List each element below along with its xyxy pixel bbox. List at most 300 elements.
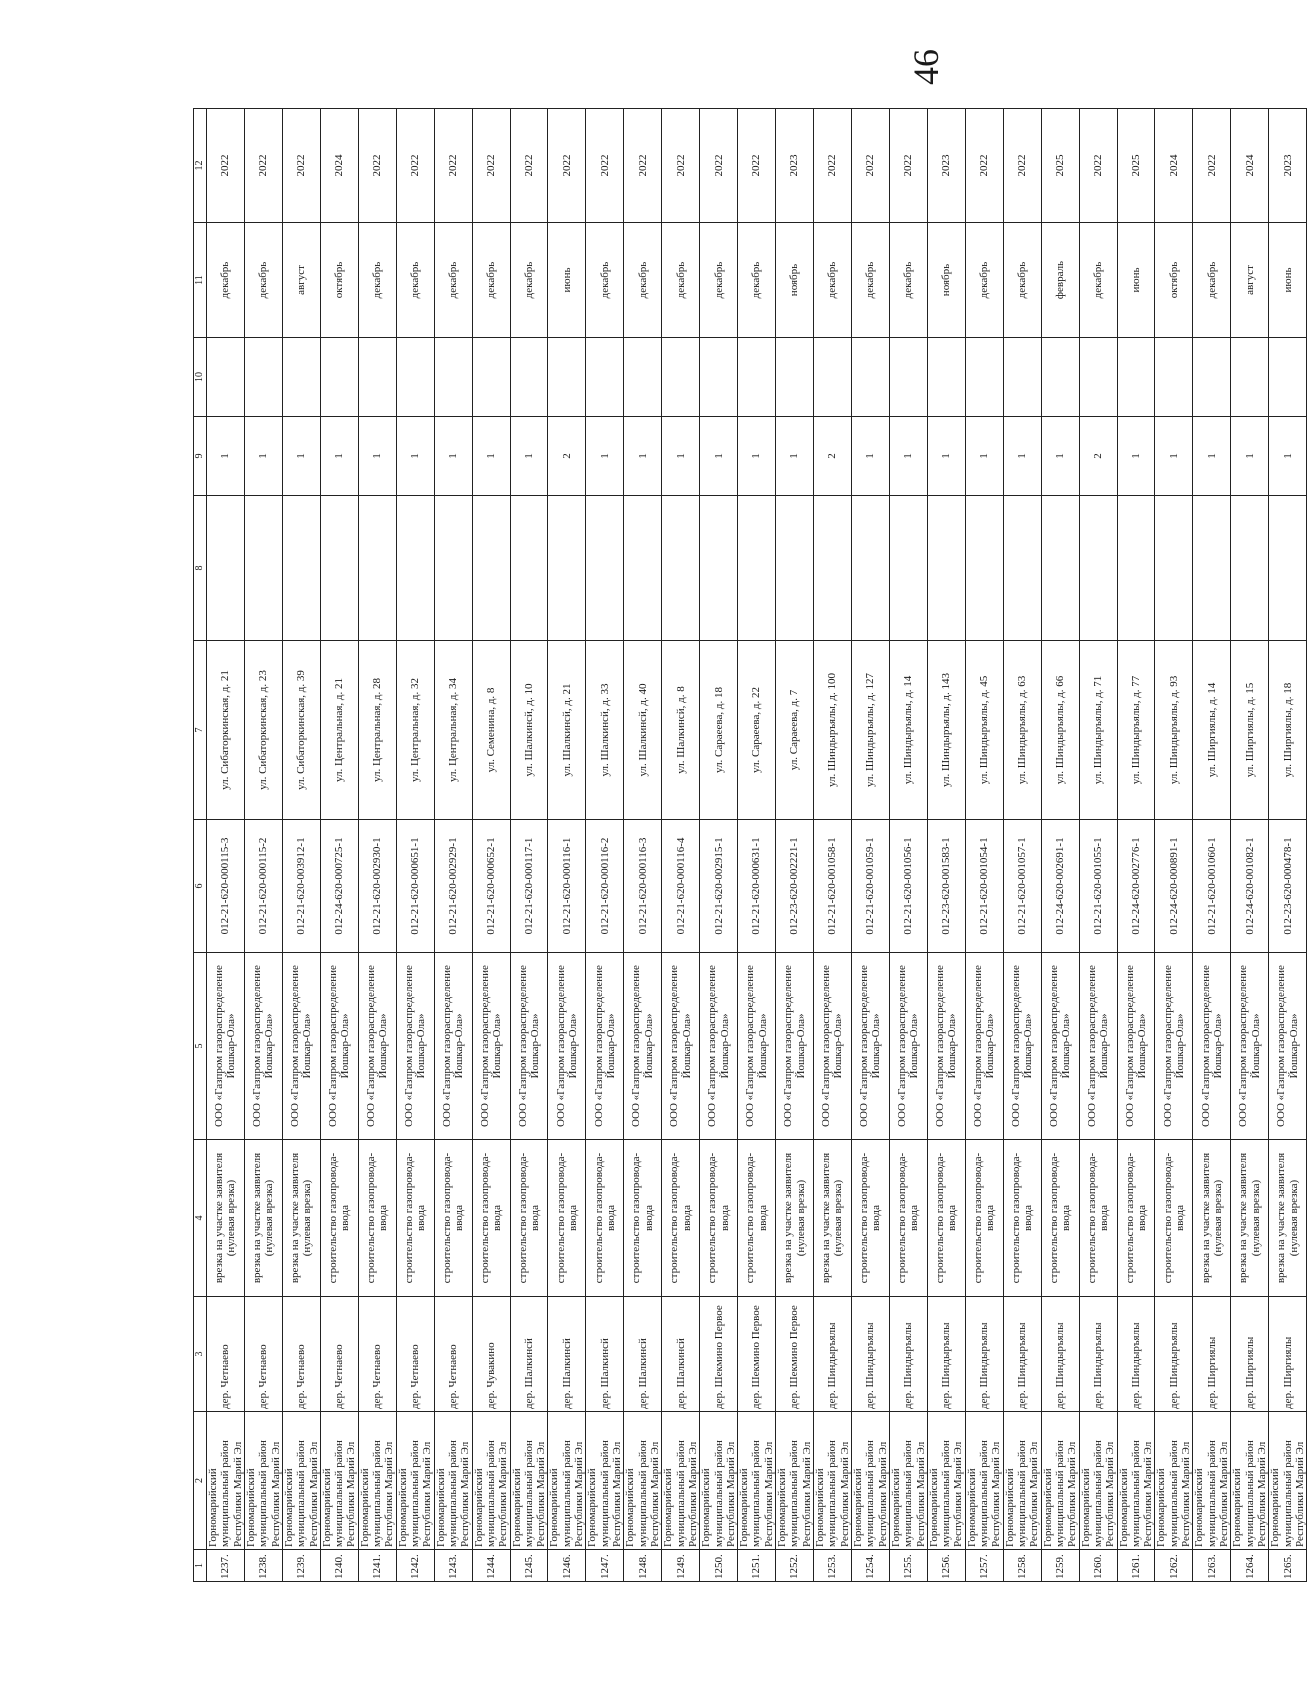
year-cell: 2022 (662, 109, 700, 223)
work-type-cell: врезка на участке заявителя (нулевая врезка) (207, 1140, 245, 1297)
year-cell: 2022 (282, 109, 320, 223)
application-code-cell: 012-21-620-003912-1 (282, 820, 320, 953)
count-cell: 1 (700, 417, 738, 496)
table-row (434, 109, 472, 1582)
district-cell: Горномарийский муниципальный район Республики Марий Эл (320, 1412, 358, 1550)
table-row (1269, 109, 1307, 1582)
row-number: 1262. (1155, 1550, 1193, 1582)
column-10-cell (207, 338, 245, 417)
count-cell: 1 (738, 417, 776, 496)
application-code-cell: 012-21-620-000116-4 (662, 820, 700, 953)
organization-cell: ООО «Газпром газораспределение Йошкар-Ола» (586, 953, 624, 1140)
village-cell: дер. Шиндыръялы (851, 1297, 889, 1412)
column-8-cell (548, 496, 586, 641)
address-cell: ул. Сибаторкинская, д. 21 (207, 641, 245, 820)
village-cell: дер. Четнаево (320, 1297, 358, 1412)
month-cell: февраль (1041, 223, 1079, 338)
address-cell: ул. Сараеева, д. 22 (738, 641, 776, 820)
month-cell: август (282, 223, 320, 338)
month-cell: июнь (548, 223, 586, 338)
village-cell: дер. Шиндыръялы (927, 1297, 965, 1412)
district-cell: Горномарийский муниципальный район Республики Марий Эл (1193, 1412, 1231, 1550)
district-cell: Горномарийский муниципальный район Республики Марий Эл (1231, 1412, 1269, 1550)
column-8-cell (965, 496, 1003, 641)
district-cell: Горномарийский муниципальный район Республики Марий Эл (510, 1412, 548, 1550)
district-cell: Горномарийский муниципальный район Республики Марий Эл (1269, 1412, 1307, 1550)
district-cell: Горномарийский муниципальный район Республики Марий Эл (244, 1412, 282, 1550)
district-cell: Горномарийский муниципальный район Республики Марий Эл (1155, 1412, 1193, 1550)
organization-cell: ООО «Газпром газораспределение Йошкар-Ола» (1231, 953, 1269, 1140)
application-code-cell: 012-21-620-000631-1 (738, 820, 776, 953)
application-code-cell: 012-24-620-000891-1 (1155, 820, 1193, 953)
column-10-cell (1193, 338, 1231, 417)
table-row (965, 109, 1003, 1582)
column-10-cell (472, 338, 510, 417)
table-row (1155, 109, 1193, 1582)
count-cell: 1 (1155, 417, 1193, 496)
column-8-cell (1269, 496, 1307, 641)
column-10-cell (434, 338, 472, 417)
year-cell: 2022 (358, 109, 396, 223)
column-10-cell (358, 338, 396, 417)
year-cell: 2022 (548, 109, 586, 223)
work-type-cell: строительство газопровода-ввода (510, 1140, 548, 1297)
year-cell: 2022 (738, 109, 776, 223)
year-cell: 2022 (472, 109, 510, 223)
year-cell: 2022 (434, 109, 472, 223)
month-cell: декабрь (472, 223, 510, 338)
address-cell: ул. Центральная, д. 32 (396, 641, 434, 820)
column-8-cell (889, 496, 927, 641)
application-code-cell: 012-21-620-000652-1 (472, 820, 510, 953)
address-cell: ул. Центральная, д. 34 (434, 641, 472, 820)
column-8-cell (1231, 496, 1269, 641)
work-type-cell: строительство газопровода-ввода (586, 1140, 624, 1297)
district-cell: Горномарийский муниципальный район Республики Марий Эл (624, 1412, 662, 1550)
column-number: 3 (194, 1297, 207, 1412)
count-cell: 2 (1079, 417, 1117, 496)
table-row (1079, 109, 1117, 1582)
village-cell: дер. Шиндыръялы (965, 1297, 1003, 1412)
organization-cell: ООО «Газпром газораспределение Йошкар-Ола» (1193, 953, 1231, 1140)
district-cell: Горномарийский муниципальный район Республики Марий Эл (586, 1412, 624, 1550)
address-cell: ул. Сибаторкинская, д. 39 (282, 641, 320, 820)
column-8-cell (851, 496, 889, 641)
count-cell: 1 (320, 417, 358, 496)
work-type-cell: строительство газопровода-ввода (662, 1140, 700, 1297)
village-cell: дер. Шекмино Первое (738, 1297, 776, 1412)
month-cell: декабрь (510, 223, 548, 338)
count-cell: 1 (434, 417, 472, 496)
column-10-cell (776, 338, 814, 417)
column-10-cell (965, 338, 1003, 417)
count-cell: 2 (548, 417, 586, 496)
month-cell: декабрь (1003, 223, 1041, 338)
column-8-cell (1155, 496, 1193, 641)
table-row (624, 109, 662, 1582)
work-type-cell: строительство газопровода-ввода (1117, 1140, 1155, 1297)
year-cell: 2025 (1117, 109, 1155, 223)
table-row (282, 109, 320, 1582)
month-cell: август (1231, 223, 1269, 338)
village-cell: дер. Ширгиялы (1269, 1297, 1307, 1412)
application-code-cell: 012-21-620-001055-1 (1079, 820, 1117, 953)
table-row (510, 109, 548, 1582)
column-10-cell (814, 338, 852, 417)
table-row (1003, 109, 1041, 1582)
row-number: 1245. (510, 1550, 548, 1582)
application-code-cell: 012-21-620-000115-2 (244, 820, 282, 953)
organization-cell: ООО «Газпром газораспределение Йошкар-Ола» (472, 953, 510, 1140)
work-type-cell: строительство газопровода-ввода (965, 1140, 1003, 1297)
table-row (207, 109, 245, 1582)
table-row (851, 109, 889, 1582)
count-cell: 1 (965, 417, 1003, 496)
row-number: 1257. (965, 1550, 1003, 1582)
column-10-cell (244, 338, 282, 417)
address-cell: ул. Семенина, д. 8 (472, 641, 510, 820)
month-cell: ноябрь (927, 223, 965, 338)
year-cell: 2022 (965, 109, 1003, 223)
row-number: 1265. (1269, 1550, 1307, 1582)
village-cell: дер. Шиндыръялы (889, 1297, 927, 1412)
table-row (358, 109, 396, 1582)
row-number: 1243. (434, 1550, 472, 1582)
work-type-cell: врезка на участке заявителя (нулевая врезка) (776, 1140, 814, 1297)
application-code-cell: 012-24-620-001082-1 (1231, 820, 1269, 953)
organization-cell: ООО «Газпром газораспределение Йошкар-Ола» (207, 953, 245, 1140)
table-row (1193, 109, 1231, 1582)
rotated-document (193, 109, 1306, 1582)
count-cell: 1 (1269, 417, 1307, 496)
year-cell: 2022 (1003, 109, 1041, 223)
row-number: 1244. (472, 1550, 510, 1582)
district-cell: Горномарийский муниципальный район Республики Марий Эл (207, 1412, 245, 1550)
month-cell: декабрь (662, 223, 700, 338)
count-cell: 1 (586, 417, 624, 496)
count-cell: 1 (889, 417, 927, 496)
column-10-cell (624, 338, 662, 417)
address-cell: ул. Шиндыръялы, д. 127 (851, 641, 889, 820)
year-cell: 2025 (1041, 109, 1079, 223)
month-cell: декабрь (889, 223, 927, 338)
application-code-cell: 012-21-620-001060-1 (1193, 820, 1231, 953)
column-8-cell (1193, 496, 1231, 641)
table-body (207, 109, 1307, 1582)
column-8-cell (776, 496, 814, 641)
row-number: 1240. (320, 1550, 358, 1582)
application-code-cell: 012-23-620-000478-1 (1269, 820, 1307, 953)
table-row (472, 109, 510, 1582)
table-row (586, 109, 624, 1582)
column-10-cell (927, 338, 965, 417)
column-10-cell (548, 338, 586, 417)
address-cell: ул. Шалкинсй, д. 21 (548, 641, 586, 820)
row-number: 1263. (1193, 1550, 1231, 1582)
column-8-cell (738, 496, 776, 641)
page-number: 46 (906, 49, 946, 85)
count-cell: 1 (1193, 417, 1231, 496)
month-cell: декабрь (700, 223, 738, 338)
year-cell: 2024 (1231, 109, 1269, 223)
month-cell: декабрь (207, 223, 245, 338)
column-8-cell (358, 496, 396, 641)
year-cell: 2022 (396, 109, 434, 223)
address-cell: ул. Центральная, д. 28 (358, 641, 396, 820)
month-cell: октябрь (320, 223, 358, 338)
column-10-cell (396, 338, 434, 417)
work-type-cell: строительство газопровода-ввода (1041, 1140, 1079, 1297)
application-code-cell: 012-23-620-001583-1 (927, 820, 965, 953)
address-cell: ул. Шиндыръялы, д. 45 (965, 641, 1003, 820)
application-code-cell: 012-21-620-001059-1 (851, 820, 889, 953)
work-type-cell: строительство газопровода-ввода (927, 1140, 965, 1297)
work-type-cell: строительство газопровода-ввода (548, 1140, 586, 1297)
village-cell: дер. Четнаево (244, 1297, 282, 1412)
column-number-row (194, 109, 207, 1582)
count-cell: 1 (624, 417, 662, 496)
district-cell: Горномарийский муниципальный район Республики Марий Эл (700, 1412, 738, 1550)
village-cell: дер. Шалкинсй (548, 1297, 586, 1412)
year-cell: 2022 (207, 109, 245, 223)
organization-cell: ООО «Газпром газораспределение Йошкар-Ола» (358, 953, 396, 1140)
row-number: 1238. (244, 1550, 282, 1582)
application-code-cell: 012-21-620-000116-3 (624, 820, 662, 953)
address-cell: ул. Ширгиялы, д. 14 (1193, 641, 1231, 820)
column-10-cell (282, 338, 320, 417)
table-row (738, 109, 776, 1582)
district-cell: Горномарийский муниципальный район Республики Марий Эл (851, 1412, 889, 1550)
row-number: 1260. (1079, 1550, 1117, 1582)
village-cell: дер. Четнаево (434, 1297, 472, 1412)
year-cell: 2022 (814, 109, 852, 223)
count-cell: 2 (814, 417, 852, 496)
work-type-cell: строительство газопровода-ввода (1003, 1140, 1041, 1297)
district-cell: Горномарийский муниципальный район Республики Марий Эл (1041, 1412, 1079, 1550)
row-number: 1239. (282, 1550, 320, 1582)
row-number: 1242. (396, 1550, 434, 1582)
row-number: 1241. (358, 1550, 396, 1582)
organization-cell: ООО «Газпром газораспределение Йошкар-Ола» (738, 953, 776, 1140)
table-row (548, 109, 586, 1582)
district-cell: Горномарийский муниципальный район Республики Марий Эл (1003, 1412, 1041, 1550)
row-number: 1248. (624, 1550, 662, 1582)
village-cell: дер. Шекмино Первое (700, 1297, 738, 1412)
row-number: 1247. (586, 1550, 624, 1582)
row-number: 1258. (1003, 1550, 1041, 1582)
village-cell: дер. Шиндыръялы (814, 1297, 852, 1412)
village-cell: дер. Шалкинсй (662, 1297, 700, 1412)
month-cell: декабрь (965, 223, 1003, 338)
district-cell: Горномарийский муниципальный район Республики Марий Эл (776, 1412, 814, 1550)
village-cell: дер. Ширгиялы (1193, 1297, 1231, 1412)
column-10-cell (1003, 338, 1041, 417)
month-cell: ноябрь (776, 223, 814, 338)
column-8-cell (586, 496, 624, 641)
year-cell: 2022 (510, 109, 548, 223)
application-code-cell: 012-21-620-000651-1 (396, 820, 434, 953)
count-cell: 1 (358, 417, 396, 496)
table-row (1041, 109, 1079, 1582)
village-cell: дер. Шиндыръялы (1155, 1297, 1193, 1412)
work-type-cell: строительство газопровода-ввода (1079, 1140, 1117, 1297)
column-8-cell (1079, 496, 1117, 641)
row-number: 1252. (776, 1550, 814, 1582)
count-cell: 1 (282, 417, 320, 496)
year-cell: 2023 (1269, 109, 1307, 223)
row-number: 1261. (1117, 1550, 1155, 1582)
organization-cell: ООО «Газпром газораспределение Йошкар-Ола» (320, 953, 358, 1140)
table-row (662, 109, 700, 1582)
count-cell: 1 (1117, 417, 1155, 496)
work-type-cell: врезка на участке заявителя (нулевая врезка) (1231, 1140, 1269, 1297)
month-cell: декабрь (396, 223, 434, 338)
column-10-cell (738, 338, 776, 417)
organization-cell: ООО «Газпром газораспределение Йошкар-Ола» (927, 953, 965, 1140)
table-row (927, 109, 965, 1582)
table-row (1231, 109, 1269, 1582)
year-cell: 2022 (586, 109, 624, 223)
month-cell: июнь (1117, 223, 1155, 338)
column-number: 4 (194, 1140, 207, 1297)
organization-cell: ООО «Газпром газораспределение Йошкар-Ола» (510, 953, 548, 1140)
table-row (320, 109, 358, 1582)
column-number: 9 (194, 417, 207, 496)
address-cell: ул. Ширгиялы, д. 18 (1269, 641, 1307, 820)
village-cell: дер. Чувакино (472, 1297, 510, 1412)
district-cell: Горномарийский муниципальный район Республики Марий Эл (814, 1412, 852, 1550)
table-row (889, 109, 927, 1582)
row-number: 1253. (814, 1550, 852, 1582)
address-cell: ул. Сараеева, д. 18 (700, 641, 738, 820)
row-number: 1259. (1041, 1550, 1079, 1582)
row-number: 1254. (851, 1550, 889, 1582)
work-type-cell: врезка на участке заявителя (нулевая врезка) (244, 1140, 282, 1297)
district-cell: Горномарийский муниципальный район Республики Марий Эл (927, 1412, 965, 1550)
address-cell: ул. Шиндыръялы, д. 66 (1041, 641, 1079, 820)
application-code-cell: 012-23-620-002221-1 (776, 820, 814, 953)
column-number: 7 (194, 641, 207, 820)
column-10-cell (1155, 338, 1193, 417)
column-number: 12 (194, 109, 207, 223)
year-cell: 2023 (776, 109, 814, 223)
organization-cell: ООО «Газпром газораспределение Йошкар-Ола» (700, 953, 738, 1140)
year-cell: 2022 (1193, 109, 1231, 223)
column-number: 6 (194, 820, 207, 953)
organization-cell: ООО «Газпром газораспределение Йошкар-Ола» (624, 953, 662, 1140)
column-10-cell (1041, 338, 1079, 417)
table-row (244, 109, 282, 1582)
year-cell: 2024 (320, 109, 358, 223)
month-cell: декабрь (1193, 223, 1231, 338)
address-cell: ул. Шиндыръялы, д. 71 (1079, 641, 1117, 820)
column-8-cell (434, 496, 472, 641)
district-cell: Горномарийский муниципальный район Республики Марий Эл (548, 1412, 586, 1550)
village-cell: дер. Шалкинсй (624, 1297, 662, 1412)
district-cell: Горномарийский муниципальный район Республики Марий Эл (1117, 1412, 1155, 1550)
year-cell: 2023 (927, 109, 965, 223)
table-row (700, 109, 738, 1582)
application-code-cell: 012-21-620-001057-1 (1003, 820, 1041, 953)
address-cell: ул. Шиндыръялы, д. 93 (1155, 641, 1193, 820)
organization-cell: ООО «Газпром газораспределение Йошкар-Ола» (1079, 953, 1117, 1140)
count-cell: 1 (1231, 417, 1269, 496)
column-8-cell (320, 496, 358, 641)
application-code-cell: 012-21-620-001056-1 (889, 820, 927, 953)
work-type-cell: строительство газопровода-ввода (738, 1140, 776, 1297)
row-number: 1251. (738, 1550, 776, 1582)
count-cell: 1 (1041, 417, 1079, 496)
work-type-cell: врезка на участке заявителя (нулевая врезка) (814, 1140, 852, 1297)
organization-cell: ООО «Газпром газораспределение Йошкар-Ола» (662, 953, 700, 1140)
table-row (1117, 109, 1155, 1582)
address-cell: ул. Шиндыръялы, д. 143 (927, 641, 965, 820)
village-cell: дер. Шалкинсй (586, 1297, 624, 1412)
row-number: 1255. (889, 1550, 927, 1582)
column-10-cell (1231, 338, 1269, 417)
address-cell: ул. Шалкинсй, д. 8 (662, 641, 700, 820)
month-cell: декабрь (851, 223, 889, 338)
district-cell: Горномарийский муниципальный район Республики Марий Эл (396, 1412, 434, 1550)
district-cell: Горномарийский муниципальный район Республики Марий Эл (472, 1412, 510, 1550)
column-10-cell (586, 338, 624, 417)
organization-cell: ООО «Газпром газораспределение Йошкар-Ола» (434, 953, 472, 1140)
organization-cell: ООО «Газпром газораспределение Йошкар-Ола» (1041, 953, 1079, 1140)
column-number: 10 (194, 338, 207, 417)
organization-cell: ООО «Газпром газораспределение Йошкар-Ола» (814, 953, 852, 1140)
village-cell: дер. Шекмино Первое (776, 1297, 814, 1412)
application-code-cell: 012-21-620-001058-1 (814, 820, 852, 953)
row-number: 1237. (207, 1550, 245, 1582)
table-row (814, 109, 852, 1582)
gasification-table (193, 108, 1307, 1582)
column-10-cell (662, 338, 700, 417)
month-cell: июнь (1269, 223, 1307, 338)
month-cell: декабрь (434, 223, 472, 338)
organization-cell: ООО «Газпром газораспределение Йошкар-Ола» (965, 953, 1003, 1140)
district-cell: Горномарийский муниципальный район Республики Марий Эл (1079, 1412, 1117, 1550)
address-cell: ул. Центральная, д. 21 (320, 641, 358, 820)
application-code-cell: 012-21-620-000116-1 (548, 820, 586, 953)
count-cell: 1 (1003, 417, 1041, 496)
address-cell: ул. Шиндыръялы, д. 100 (814, 641, 852, 820)
organization-cell: ООО «Газпром газораспределение Йошкар-Ола» (548, 953, 586, 1140)
count-cell: 1 (396, 417, 434, 496)
application-code-cell: 012-21-620-000115-3 (207, 820, 245, 953)
village-cell: дер. Четнаево (207, 1297, 245, 1412)
row-number: 1250. (700, 1550, 738, 1582)
row-number: 1249. (662, 1550, 700, 1582)
column-10-cell (889, 338, 927, 417)
month-cell: декабрь (624, 223, 662, 338)
column-10-cell (1079, 338, 1117, 417)
table-row (776, 109, 814, 1582)
year-cell: 2022 (1079, 109, 1117, 223)
district-cell: Горномарийский муниципальный район Республики Марий Эл (434, 1412, 472, 1550)
address-cell: ул. Шиндыръялы, д. 14 (889, 641, 927, 820)
address-cell: ул. Шалкинсй, д. 10 (510, 641, 548, 820)
district-cell: Горномарийский муниципальный район Республики Марий Эл (738, 1412, 776, 1550)
column-8-cell (207, 496, 245, 641)
year-cell: 2022 (700, 109, 738, 223)
year-cell: 2022 (889, 109, 927, 223)
count-cell: 1 (662, 417, 700, 496)
count-cell: 1 (510, 417, 548, 496)
column-number: 11 (194, 223, 207, 338)
application-code-cell: 012-21-620-000116-2 (586, 820, 624, 953)
organization-cell: ООО «Газпром газораспределение Йошкар-Ола» (244, 953, 282, 1140)
village-cell: дер. Четнаево (282, 1297, 320, 1412)
